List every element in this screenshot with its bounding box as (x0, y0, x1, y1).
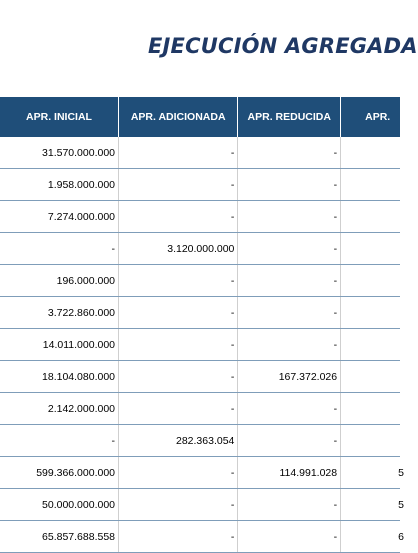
cell-apr-inicial: 31.570.000.000 (0, 137, 119, 169)
cell-apr-adicionada: - (119, 393, 238, 425)
column-header-apr-inicial[interactable]: APR. INICIAL (0, 97, 119, 137)
cell-apr-truncated (341, 393, 400, 425)
cell-value: 5 (398, 498, 404, 511)
table-row[interactable] (0, 521, 400, 553)
table-row[interactable] (0, 233, 400, 265)
cell-apr-reducida: - (238, 233, 341, 265)
table-row[interactable] (0, 329, 400, 361)
cell-value: 6 (398, 530, 404, 543)
cell-apr-adicionada: 282.363.054 (119, 425, 238, 457)
table-row[interactable] (0, 457, 400, 489)
table-row[interactable] (0, 489, 400, 521)
cell-apr-reducida: 114.991.028 (238, 457, 341, 489)
cell-apr-inicial: 65.857.688.558 (0, 521, 119, 553)
cell-apr-adicionada: - (119, 201, 238, 233)
cell-apr-inicial: - (0, 233, 119, 265)
cell-apr-inicial: 14.011.000.000 (0, 329, 119, 361)
cell-apr-truncated (341, 521, 404, 553)
cell-apr-adicionada: - (119, 265, 238, 297)
cell-apr-truncated (341, 265, 400, 297)
table-header-row (0, 97, 400, 137)
table-row[interactable] (0, 137, 400, 169)
table-row[interactable] (0, 265, 400, 297)
table-row[interactable] (0, 361, 400, 393)
cell-apr-inicial: 50.000.000.000 (0, 489, 119, 521)
cell-apr-adicionada: - (119, 297, 238, 329)
cell-apr-inicial: 18.104.080.000 (0, 361, 119, 393)
cell-apr-truncated (341, 233, 400, 265)
cell-apr-reducida: - (238, 425, 341, 457)
table-row[interactable] (0, 297, 400, 329)
cell-apr-reducida: - (238, 201, 341, 233)
page-title: EJECUCIÓN AGREGADA (148, 34, 418, 58)
table-row[interactable] (0, 393, 400, 425)
table-row[interactable] (0, 425, 400, 457)
cell-apr-truncated (341, 201, 400, 233)
cell-apr-truncated (341, 457, 404, 489)
cell-apr-reducida: 167.372.026 (238, 361, 341, 393)
cell-apr-truncated (341, 489, 404, 521)
cell-apr-adicionada: - (119, 361, 238, 393)
cell-apr-reducida: - (238, 137, 341, 169)
cell-apr-adicionada: - (119, 521, 238, 553)
cell-apr-reducida: - (238, 393, 341, 425)
cell-apr-reducida: - (238, 329, 341, 361)
cell-apr-reducida: - (238, 489, 341, 521)
cell-apr-truncated (341, 425, 400, 457)
cell-apr-reducida: - (238, 169, 341, 201)
cell-apr-inicial: 3.722.860.000 (0, 297, 119, 329)
cell-apr-inicial: 196.000.000 (0, 265, 119, 297)
cell-apr-inicial: 1.958.000.000 (0, 169, 119, 201)
cell-apr-truncated (341, 169, 400, 201)
cell-apr-adicionada: - (119, 457, 238, 489)
column-header-apr-adicionada[interactable]: APR. ADICIONADA (119, 97, 238, 137)
cell-apr-adicionada: - (119, 169, 238, 201)
cell-apr-truncated (341, 137, 400, 169)
cell-apr-truncated (341, 297, 400, 329)
cell-apr-inicial: 599.366.000.000 (0, 457, 119, 489)
cell-apr-reducida: - (238, 521, 341, 553)
cell-apr-adicionada: - (119, 329, 238, 361)
cell-apr-truncated (341, 361, 400, 393)
cell-apr-adicionada: - (119, 137, 238, 169)
cell-apr-inicial: 7.274.000.000 (0, 201, 119, 233)
cell-apr-reducida: - (238, 297, 341, 329)
cell-apr-adicionada: - (119, 489, 238, 521)
table-row[interactable] (0, 201, 400, 233)
cell-value: 5 (398, 466, 404, 479)
column-header-apr-reducida[interactable]: APR. REDUCIDA (238, 97, 341, 137)
cell-apr-inicial: 2.142.000.000 (0, 393, 119, 425)
column-header-apr-truncated[interactable]: APR. (341, 97, 400, 137)
cell-apr-inicial: - (0, 425, 119, 457)
cell-apr-reducida: - (238, 265, 341, 297)
table-row[interactable] (0, 169, 400, 201)
execution-table (0, 97, 404, 553)
cell-apr-adicionada: 3.120.000.000 (119, 233, 238, 265)
cell-apr-truncated (341, 329, 400, 361)
